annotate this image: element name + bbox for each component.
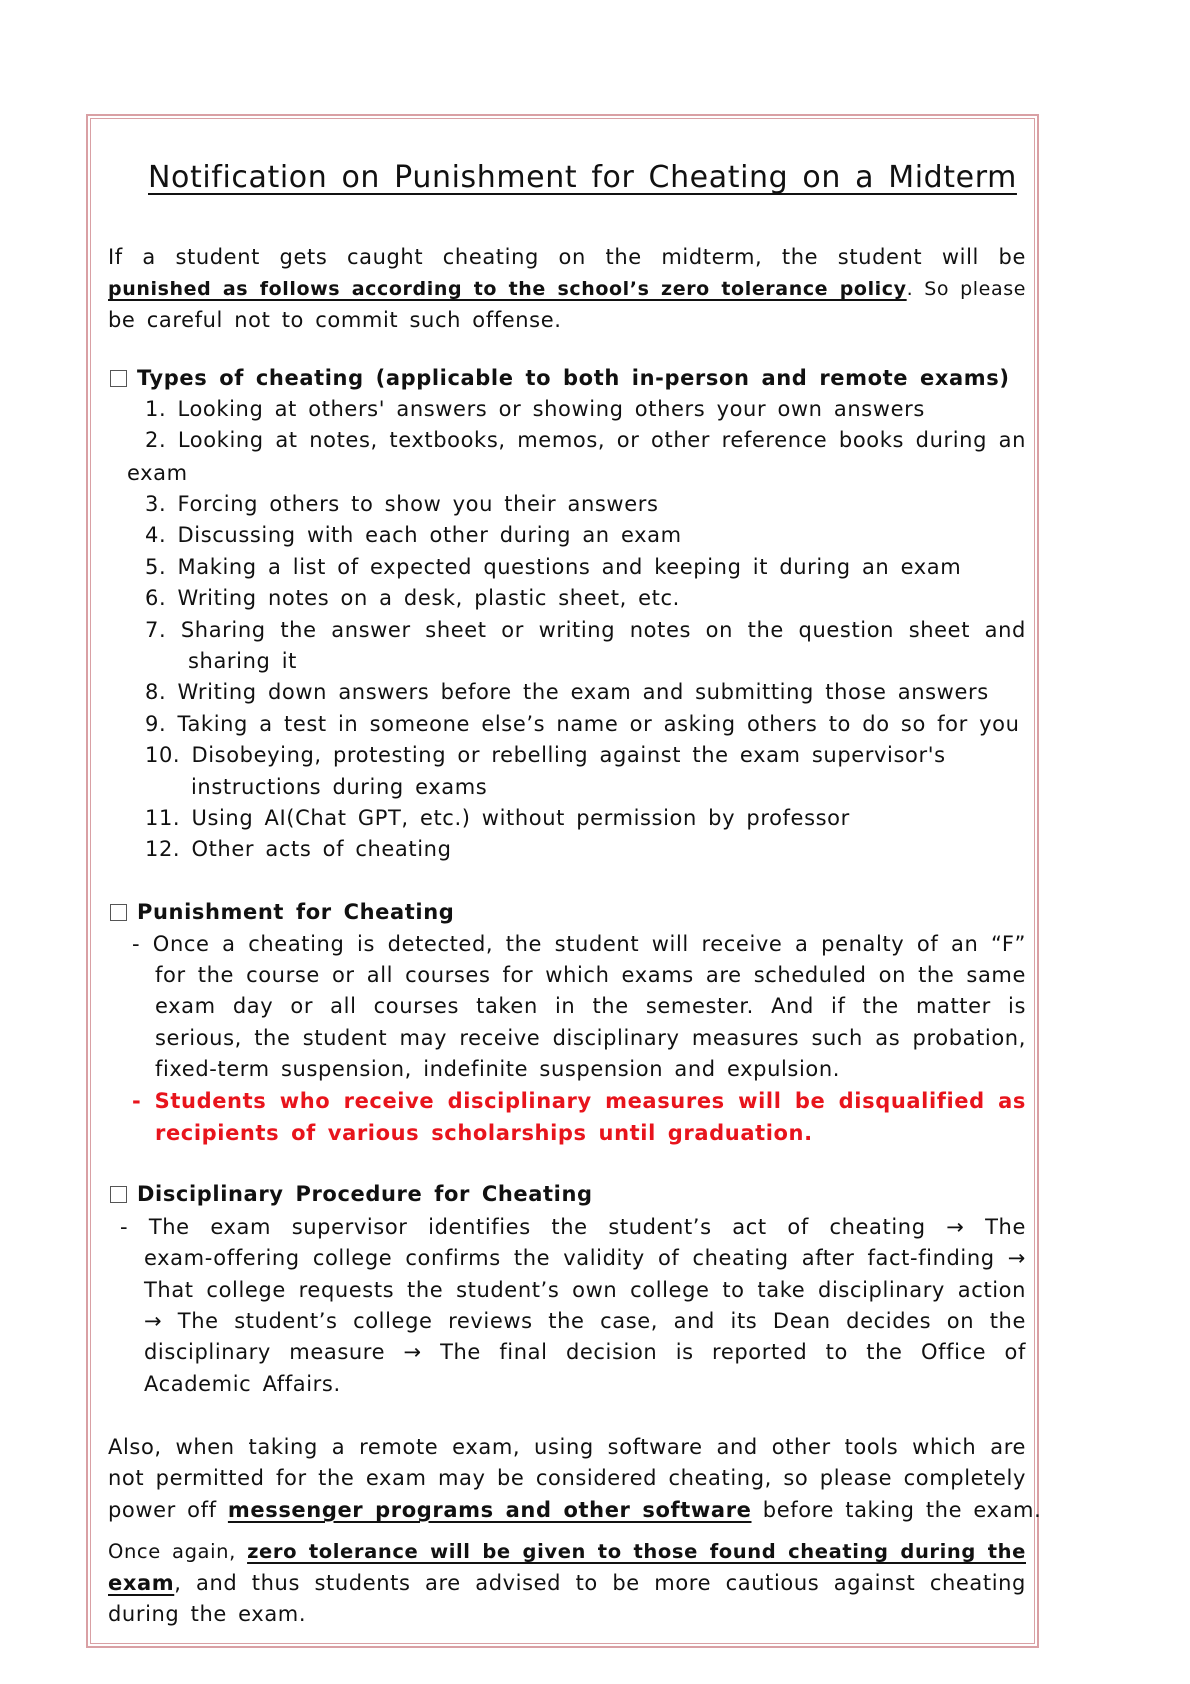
closing-line-1 [108, 1538, 1026, 1566]
messenger-emphasis: messenger programs and other software [227, 1498, 752, 1522]
types-item-7: 7. Sharing the answer sheet or writing notes on the question sheet and [145, 618, 1026, 642]
closing-line-2-post: , and thus students are advised to be more cautious against cheating [174, 1571, 1026, 1595]
punishment-line-4: serious, the student may receive disciplinary measures such as probation, [155, 1026, 1026, 1050]
types-item-2: 2. Looking at notes, textbooks, memos, or other reference books during an [145, 428, 1026, 452]
procedure-line-5: disciplinary measure → The final decision is reported to the Office of [144, 1340, 1026, 1364]
checkbox-icon [110, 904, 127, 921]
types-heading-text: Types of cheating (applicable to both in-person and remote exams) [137, 366, 1010, 390]
procedure-heading [110, 1180, 593, 1208]
title-text: Notification on Punishment for Cheating on a Midterm [148, 160, 1017, 195]
scholarship-warning-line-2: recipients of various scholarships until graduation. [155, 1121, 813, 1145]
intro-line-3: be careful not to commit such offense. [108, 308, 562, 332]
closing-emphasis: zero tolerance will be given to those found cheating during the [247, 1540, 1026, 1563]
punishment-heading-text: Punishment for Cheating [137, 900, 455, 924]
page-border-inner [90, 118, 1035, 1644]
intro-line-2 [108, 275, 1026, 303]
types-item-3: 3. Forcing others to show you their answers [145, 492, 659, 516]
procedure-line-3: That college requests the student’s own college to take disciplinary action [144, 1278, 1026, 1302]
types-item-10: 10. Disobeying, protesting or rebelling against the exam supervisor's [145, 743, 946, 767]
procedure-line-2: exam-offering college confirms the validity of cheating after fact-finding → [144, 1246, 1026, 1270]
types-item-2-cont: exam [127, 461, 188, 485]
types-item-12: 12. Other acts of cheating [145, 837, 452, 861]
remote-line-1: Also, when taking a remote exam, using software and other tools which are [108, 1435, 1026, 1459]
types-item-8: 8. Writing down answers before the exam and submitting those answers [145, 680, 989, 704]
procedure-line-6: Academic Affairs. [144, 1372, 341, 1396]
closing-line-3: during the exam. [108, 1602, 307, 1626]
page-title [148, 158, 1017, 198]
intro-line-1: If a student gets caught cheating on the midterm, the student will be [108, 245, 1026, 269]
zero-tolerance-emphasis: punished as follows according to the school’s zero tolerance policy [108, 278, 907, 300]
types-item-9: 9. Taking a test in someone else’s name or asking others to do so for you [145, 712, 1020, 736]
types-item-7-cont: sharing it [188, 649, 297, 673]
checkbox-icon [110, 370, 127, 387]
remote-line-3 [108, 1496, 1041, 1524]
procedure-heading-text: Disciplinary Procedure for Cheating [137, 1182, 593, 1206]
types-item-1: 1. Looking at others' answers or showing others your own answers [145, 397, 925, 421]
procedure-line-4: → The student’s college reviews the case, and its Dean decides on the [144, 1309, 1026, 1333]
types-item-11: 11. Using AI(Chat GPT, etc.) without permission by professor [145, 806, 850, 830]
closing-line-1-pre: Once again, [108, 1540, 248, 1563]
punishment-line-2: for the course or all courses for which exams are scheduled on the same [155, 963, 1026, 987]
punishment-line-1: - Once a cheating is detected, the student will receive a penalty of an “F” [132, 932, 1026, 956]
punishment-line-3: exam day or all courses taken in the semester. And if the matter is [155, 994, 1026, 1018]
closing-emphasis-cont: exam [108, 1571, 175, 1595]
remote-line-3-pre: power off [108, 1498, 228, 1522]
types-heading [110, 364, 1010, 392]
punishment-heading [110, 898, 454, 926]
types-item-4: 4. Discussing with each other during an exam [145, 523, 682, 547]
closing-line-2 [108, 1569, 1026, 1597]
remote-line-2: not permitted for the exam may be considered cheating, so please completely [108, 1466, 1026, 1490]
types-item-10-cont: instructions during exams [191, 775, 488, 799]
types-item-6: 6. Writing notes on a desk, plastic sheet, etc. [145, 586, 680, 610]
intro-line-2-rest: . So please [906, 278, 1026, 300]
checkbox-icon [110, 1186, 127, 1203]
punishment-line-5: fixed-term suspension, indefinite suspension and expulsion. [155, 1057, 841, 1081]
types-item-5: 5. Making a list of expected questions and keeping it during an exam [145, 555, 962, 579]
procedure-line-1: - The exam supervisor identifies the student’s act of cheating → The [120, 1215, 1026, 1239]
scholarship-warning-line-1: - Students who receive disciplinary measures will be disqualified as [132, 1089, 1026, 1113]
remote-line-3-post: before taking the exam. [751, 1498, 1042, 1522]
